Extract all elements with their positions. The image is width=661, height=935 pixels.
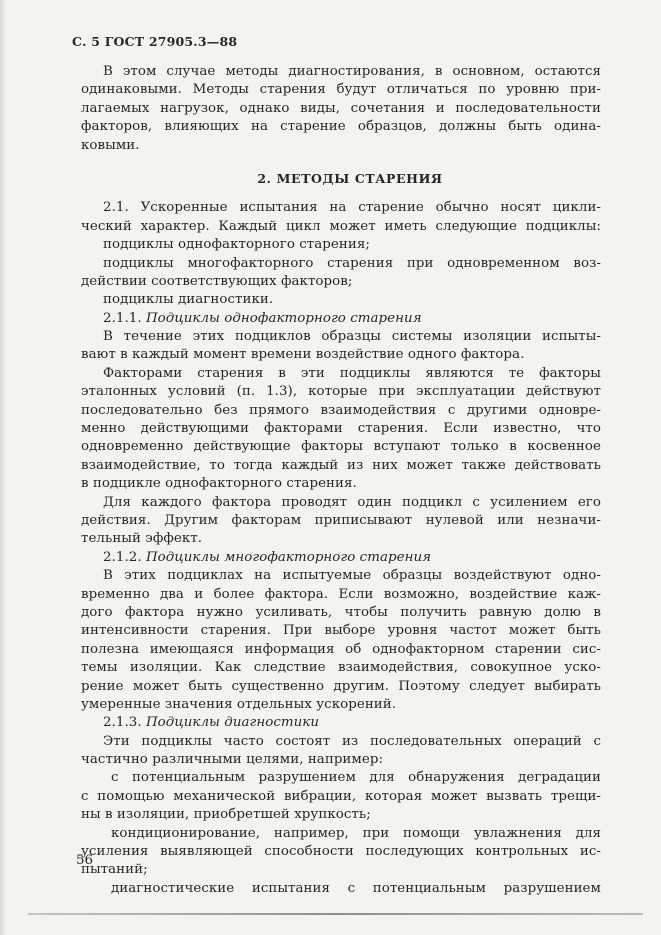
paragraph-2-1-1-line: вают в каждый момент времени воздействие одного фактора. [81, 347, 525, 363]
paragraph-2-1-3-line: частично различными целями, например: [81, 752, 384, 768]
paragraph-2-1-1-line: менно действующими факторами старения. Если известно, что [81, 421, 601, 437]
paragraph-2-1-1-line: одновременно действующие факторы вступают только в косвенное [81, 439, 601, 455]
paragraph-2-1-2-line: умеренные значения отдельных ускорений. [81, 696, 397, 712]
paragraph-2-1-line: 2.1. Ускоренные испытания на старение обычно носят цикли- [103, 200, 601, 216]
paragraph-2-1-2-line: темы изоляции. Как следствие взаимодействия, совокупное уско- [81, 660, 601, 676]
intro-line: факторов, влияющих на старение образцов, должны быть одина- [81, 119, 601, 135]
paragraph-2-1-3-line: диагностические испытания с потенциальным разрушением [111, 880, 601, 896]
paragraph-2-1-line: подциклы однофакторного старения; [103, 237, 370, 253]
paragraph-2-1-1-line: в подцикле однофакторного старения. [81, 476, 357, 492]
paragraph-2-1-1-line: эталонных условий (п. 1.3), которые при эксплуатации действуют [81, 384, 601, 400]
intro-line: ковыми. [81, 137, 140, 153]
paragraph-2-1-3-line: кондиционирование, например, при помощи увлажнения для [111, 825, 601, 841]
paragraph-2-1-line: действии соответствующих факторов; [81, 273, 353, 289]
paragraph-2-1-3-line: усиления выявляющей способности последующих контрольных ис- [81, 844, 601, 860]
page-number: 56 [76, 853, 94, 868]
intro-line: В этом случае методы диагностирования, в основном, остаются [103, 64, 601, 79]
paragraph-2-1-3-line: с потенциальным разрушением для обнаружения деградации [111, 770, 601, 786]
paragraph-2-1-1-line: В течение этих подциклов образцы системы изоляции испыты- [103, 329, 601, 345]
paragraph-2-1-1-line: последовательно без прямого взаимодействия с другими одновре- [81, 402, 601, 418]
paragraph-2-1-1-line: тельный эффект. [81, 531, 203, 547]
paragraph-2-1-line: ческий характер. Каждый цикл может иметь следующие подциклы: [81, 218, 601, 234]
subsection-heading-2-1-3: 2.1.3. Подциклы диагностики [103, 715, 320, 731]
paragraph-2-1-2-line: дого фактора нужно усиливать, чтобы получить равную долю в [81, 604, 601, 620]
paragraph-2-1-line: подциклы многофакторного старения при одновременном воз- [103, 255, 601, 271]
paragraph-2-1-1-line: действия. Другим факторам приписывают нулевой или незначи- [81, 512, 601, 528]
page-header: С. 5 ГОСТ 27905.3—88 [72, 34, 238, 49]
scan-bottom-edge [28, 913, 643, 915]
intro-line: одинаковыми. Методы старения будут отличаться по уровню при- [81, 82, 601, 98]
paragraph-2-1-2-line: интенсивности старения. При выборе уровня частот может быть [81, 623, 601, 639]
intro-line: лагаемых нагрузок, однако виды, сочетания и последовательности [81, 100, 601, 116]
paragraph-2-1-1-line: Для каждого фактора проводят один подцикл с усилением его [103, 494, 601, 510]
paragraph-2-1-3-line: с помощью механической вибрации, которая может вызвать трещи- [81, 788, 601, 804]
paragraph-2-1-line: подциклы диагностики. [103, 292, 274, 308]
paragraph-2-1-3-line: Эти подциклы часто состоят из последовательных операций с [103, 733, 601, 749]
paragraph-2-1-2-line: рение может быть существенно другим. Поэтому следует выбирать [81, 678, 601, 694]
paragraph-2-1-2-line: В этих подциклах на испытуемые образцы воздействуют одно- [103, 568, 601, 584]
paragraph-2-1-3-line: пытаний; [81, 862, 148, 878]
paragraph-2-1-3-line: ны в изоляции, приобретшей хрупкость; [81, 807, 371, 823]
scan-left-edge [0, 0, 6, 935]
paragraph-2-1-1-line: взаимодействие, то тогда каждый из них может также действовать [81, 457, 601, 473]
page-body [81, 63, 601, 898]
subsection-heading-2-1-1: 2.1.1. Подциклы однофакторного старения [103, 310, 422, 326]
paragraph-2-1-2-line: полезна имеющаяся информация об однофакторном старении сис- [81, 641, 601, 657]
section-title: 2. МЕТОДЫ СТАРЕНИЯ [257, 170, 443, 186]
paragraph-2-1-2-line: временно два и более фактора. Если возможно, воздействие каж- [81, 586, 601, 602]
paragraph-2-1-1-line: Факторами старения в эти подциклы являются те факторы [103, 365, 601, 381]
subsection-heading-2-1-2: 2.1.2. Подциклы многофакторного старения [103, 549, 432, 565]
